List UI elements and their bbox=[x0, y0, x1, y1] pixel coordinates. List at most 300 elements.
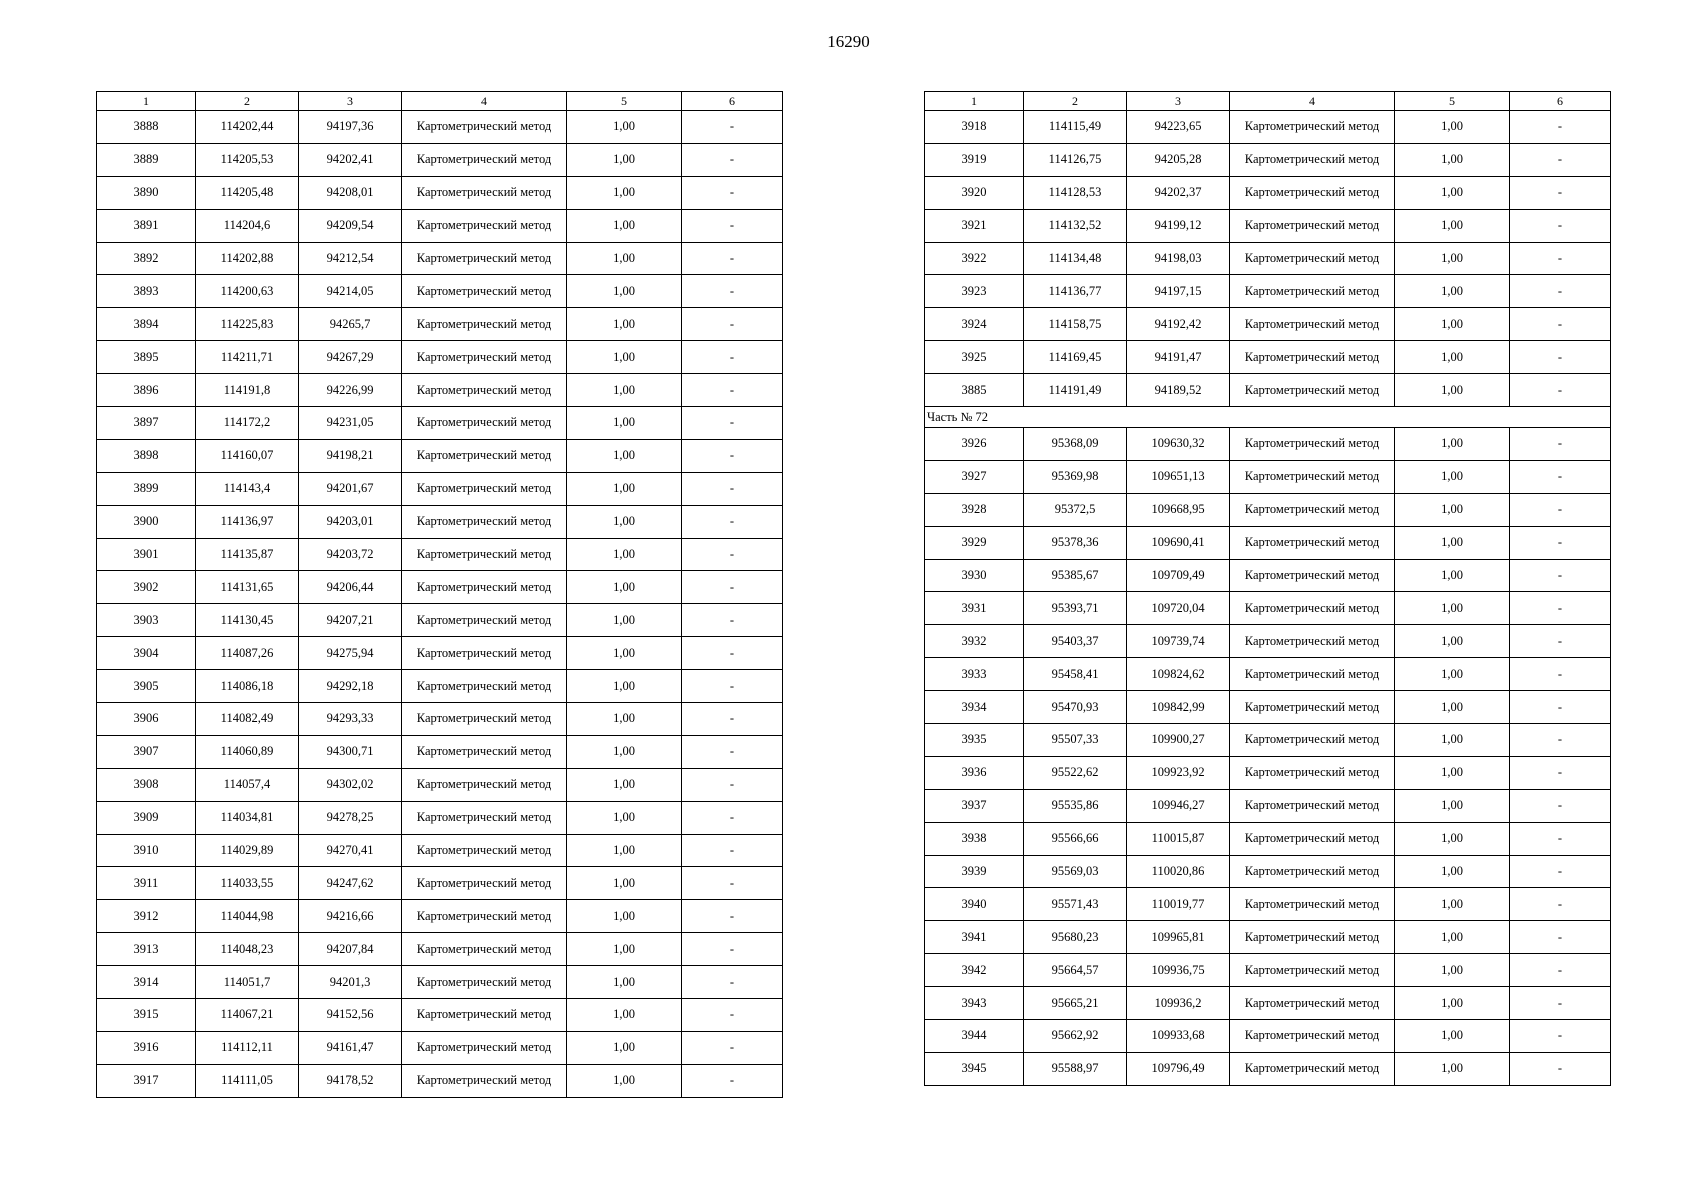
table-cell: Картометрический метод bbox=[402, 538, 567, 571]
table-cell: 94275,94 bbox=[299, 637, 402, 670]
table-cell: 1,00 bbox=[567, 176, 682, 209]
table-cell: 3912 bbox=[97, 900, 196, 933]
table-cell: Картометрический метод bbox=[402, 374, 567, 407]
table-row bbox=[97, 176, 783, 209]
table-cell: Картометрический метод bbox=[402, 341, 567, 374]
table-cell: 3889 bbox=[97, 143, 196, 176]
table-cell: 114211,71 bbox=[196, 341, 299, 374]
table-cell: Картометрический метод bbox=[1230, 888, 1395, 921]
table-row bbox=[97, 308, 783, 341]
table-row bbox=[925, 658, 1611, 691]
table-cell: 1,00 bbox=[1395, 143, 1510, 176]
table-cell: 114082,49 bbox=[196, 703, 299, 736]
table-row bbox=[97, 1064, 783, 1097]
table-cell: 3937 bbox=[925, 789, 1024, 822]
table-cell: 3885 bbox=[925, 374, 1024, 407]
table-cell: 94293,33 bbox=[299, 703, 402, 736]
table-row bbox=[97, 1031, 783, 1064]
table-cell: 94209,54 bbox=[299, 209, 402, 242]
table-row bbox=[97, 505, 783, 538]
table-cell: 114191,49 bbox=[1024, 374, 1127, 407]
table-cell: - bbox=[682, 703, 783, 736]
table-row bbox=[97, 341, 783, 374]
table-cell: - bbox=[682, 1064, 783, 1097]
table-cell: 1,00 bbox=[567, 1031, 682, 1064]
table-cell: 3903 bbox=[97, 604, 196, 637]
table-cell: 3909 bbox=[97, 801, 196, 834]
table-cell: Картометрический метод bbox=[1230, 954, 1395, 987]
table-cell: 114044,98 bbox=[196, 900, 299, 933]
table-cell: Картометрический метод bbox=[1230, 428, 1395, 461]
table-cell: - bbox=[1510, 242, 1611, 275]
table-cell: 94206,44 bbox=[299, 571, 402, 604]
table-cell: 114126,75 bbox=[1024, 143, 1127, 176]
table-cell: 109796,49 bbox=[1127, 1052, 1230, 1085]
table-cell: 1,00 bbox=[1395, 111, 1510, 144]
table-cell: 95569,03 bbox=[1024, 855, 1127, 888]
table-cell: 109630,32 bbox=[1127, 428, 1230, 461]
table-cell: 95571,43 bbox=[1024, 888, 1127, 921]
table-cell: 109936,75 bbox=[1127, 954, 1230, 987]
table-cell: 1,00 bbox=[1395, 493, 1510, 526]
table-cell: 114029,89 bbox=[196, 834, 299, 867]
table-cell: 94152,56 bbox=[299, 999, 402, 1032]
table-cell: Картометрический метод bbox=[402, 768, 567, 801]
table-cell: 95470,93 bbox=[1024, 691, 1127, 724]
table-cell: - bbox=[682, 637, 783, 670]
table-cell: Картометрический метод bbox=[1230, 526, 1395, 559]
table-cell: 3908 bbox=[97, 768, 196, 801]
table-cell: 3942 bbox=[925, 954, 1024, 987]
table-cell: Картометрический метод bbox=[1230, 143, 1395, 176]
table-cell: - bbox=[1510, 954, 1611, 987]
table-cell: 94202,37 bbox=[1127, 176, 1230, 209]
column-header: 3 bbox=[1127, 92, 1230, 111]
table-cell: Картометрический метод bbox=[1230, 176, 1395, 209]
table-cell: 114115,49 bbox=[1024, 111, 1127, 144]
table-cell: 3904 bbox=[97, 637, 196, 670]
table-row bbox=[97, 867, 783, 900]
table-body-left bbox=[97, 111, 783, 1098]
table-cell: - bbox=[682, 867, 783, 900]
table-cell: 3935 bbox=[925, 724, 1024, 757]
table-cell: Картометрический метод bbox=[1230, 308, 1395, 341]
table-cell: 3925 bbox=[925, 341, 1024, 374]
table-cell: Картометрический метод bbox=[402, 111, 567, 144]
table-cell: 1,00 bbox=[1395, 559, 1510, 592]
table-cell: Картометрический метод bbox=[1230, 559, 1395, 592]
table-cell: - bbox=[1510, 789, 1611, 822]
table-cell: 3938 bbox=[925, 822, 1024, 855]
table-cell: 94202,41 bbox=[299, 143, 402, 176]
table-cell: - bbox=[682, 1031, 783, 1064]
table-cell: 114132,52 bbox=[1024, 209, 1127, 242]
table-cell: - bbox=[1510, 724, 1611, 757]
table-cell: 114143,4 bbox=[196, 472, 299, 505]
table-cell: 3896 bbox=[97, 374, 196, 407]
table-cell: 1,00 bbox=[567, 374, 682, 407]
table-cell: 1,00 bbox=[1395, 526, 1510, 559]
table-cell: 3928 bbox=[925, 493, 1024, 526]
table-cell: 1,00 bbox=[1395, 691, 1510, 724]
part-section bbox=[925, 407, 1611, 428]
table-cell: 114136,97 bbox=[196, 505, 299, 538]
table-cell: 95372,5 bbox=[1024, 493, 1127, 526]
table-cell: 110015,87 bbox=[1127, 822, 1230, 855]
table-cell: 109739,74 bbox=[1127, 625, 1230, 658]
table-cell: 3933 bbox=[925, 658, 1024, 691]
table-cell: 3916 bbox=[97, 1031, 196, 1064]
table-cell: 3931 bbox=[925, 592, 1024, 625]
table-cell: 94212,54 bbox=[299, 242, 402, 275]
table-cell: 109668,95 bbox=[1127, 493, 1230, 526]
table-body-right bbox=[925, 111, 1611, 407]
table-cell: Картометрический метод bbox=[1230, 691, 1395, 724]
column-header: 1 bbox=[97, 92, 196, 111]
table-cell: 109965,81 bbox=[1127, 921, 1230, 954]
table-cell: 94201,3 bbox=[299, 966, 402, 999]
table-cell: - bbox=[1510, 143, 1611, 176]
table-cell: 3929 bbox=[925, 526, 1024, 559]
table-cell: Картометрический метод bbox=[402, 1031, 567, 1064]
table-cell: 114158,75 bbox=[1024, 308, 1127, 341]
table-cell: Картометрический метод bbox=[402, 637, 567, 670]
table-cell: - bbox=[1510, 460, 1611, 493]
table-cell: 1,00 bbox=[1395, 921, 1510, 954]
table-cell: 110019,77 bbox=[1127, 888, 1230, 921]
table-cell: 3892 bbox=[97, 242, 196, 275]
table-cell: 114048,23 bbox=[196, 933, 299, 966]
table-cell: 3921 bbox=[925, 209, 1024, 242]
table-row bbox=[97, 407, 783, 440]
table-cell: - bbox=[1510, 822, 1611, 855]
table-cell: 94247,62 bbox=[299, 867, 402, 900]
table-cell: 94214,05 bbox=[299, 275, 402, 308]
table-cell: 95664,57 bbox=[1024, 954, 1127, 987]
table-cell: 3899 bbox=[97, 472, 196, 505]
table-header-row bbox=[97, 92, 783, 111]
table-cell: 3923 bbox=[925, 275, 1024, 308]
table-cell: - bbox=[682, 111, 783, 144]
table-cell: 1,00 bbox=[1395, 756, 1510, 789]
table-cell: - bbox=[682, 275, 783, 308]
table-row bbox=[925, 691, 1611, 724]
table-cell: 94203,01 bbox=[299, 505, 402, 538]
table-cell: Картометрический метод bbox=[1230, 111, 1395, 144]
table-cell: 109936,2 bbox=[1127, 987, 1230, 1020]
table-row bbox=[925, 1052, 1611, 1085]
table-cell: Картометрический метод bbox=[1230, 789, 1395, 822]
table-cell: 1,00 bbox=[567, 439, 682, 472]
table-cell: 1,00 bbox=[1395, 724, 1510, 757]
table-row bbox=[925, 559, 1611, 592]
table-cell: 114205,53 bbox=[196, 143, 299, 176]
table-row bbox=[925, 209, 1611, 242]
table-cell: - bbox=[1510, 374, 1611, 407]
table-cell: 1,00 bbox=[567, 637, 682, 670]
table-cell: 3900 bbox=[97, 505, 196, 538]
table-cell: 1,00 bbox=[1395, 428, 1510, 461]
table-cell: 109900,27 bbox=[1127, 724, 1230, 757]
table-cell: Картометрический метод bbox=[1230, 658, 1395, 691]
table-cell: 3918 bbox=[925, 111, 1024, 144]
table-cell: - bbox=[682, 999, 783, 1032]
table-cell: 3943 bbox=[925, 987, 1024, 1020]
table-cell: 1,00 bbox=[567, 1064, 682, 1097]
table-row bbox=[97, 538, 783, 571]
table-row bbox=[97, 374, 783, 407]
table-cell: - bbox=[682, 341, 783, 374]
table-cell: Картометрический метод bbox=[1230, 756, 1395, 789]
table-cell: 94205,28 bbox=[1127, 143, 1230, 176]
table-cell: 114172,2 bbox=[196, 407, 299, 440]
table-row bbox=[925, 308, 1611, 341]
table-cell: 1,00 bbox=[1395, 209, 1510, 242]
coordinates-table-right bbox=[924, 91, 1611, 1086]
table-cell: 1,00 bbox=[1395, 658, 1510, 691]
table-header-row bbox=[925, 92, 1611, 111]
page-number: 16290 bbox=[827, 32, 870, 51]
table-row bbox=[925, 176, 1611, 209]
table-row bbox=[925, 374, 1611, 407]
table-body-part-72 bbox=[925, 428, 1611, 1086]
table-cell: 95588,97 bbox=[1024, 1052, 1127, 1085]
table-row bbox=[925, 242, 1611, 275]
table-cell: 95458,41 bbox=[1024, 658, 1127, 691]
table-cell: Картометрический метод bbox=[1230, 855, 1395, 888]
table-cell: 3932 bbox=[925, 625, 1024, 658]
table-cell: - bbox=[1510, 209, 1611, 242]
table-cell: 1,00 bbox=[567, 933, 682, 966]
table-cell: Картометрический метод bbox=[402, 571, 567, 604]
table-cell: 114087,26 bbox=[196, 637, 299, 670]
table-row bbox=[925, 724, 1611, 757]
table-cell: 3917 bbox=[97, 1064, 196, 1097]
table-row bbox=[97, 637, 783, 670]
table-cell: Картометрический метод bbox=[402, 703, 567, 736]
table-row bbox=[97, 571, 783, 604]
table-cell: Картометрический метод bbox=[402, 735, 567, 768]
table-cell: 3915 bbox=[97, 999, 196, 1032]
table-cell: 1,00 bbox=[1395, 855, 1510, 888]
table-cell: 3939 bbox=[925, 855, 1024, 888]
table-cell: 94198,03 bbox=[1127, 242, 1230, 275]
table-cell: Картометрический метод bbox=[402, 834, 567, 867]
table-cell: 114191,8 bbox=[196, 374, 299, 407]
table-row bbox=[97, 966, 783, 999]
table-cell: 3945 bbox=[925, 1052, 1024, 1085]
table-cell: - bbox=[1510, 526, 1611, 559]
table-cell: 1,00 bbox=[567, 867, 682, 900]
table-cell: Картометрический метод bbox=[402, 999, 567, 1032]
table-cell: 3922 bbox=[925, 242, 1024, 275]
column-header: 6 bbox=[1510, 92, 1611, 111]
table-cell: 3902 bbox=[97, 571, 196, 604]
table-cell: 3906 bbox=[97, 703, 196, 736]
table-cell: 109923,92 bbox=[1127, 756, 1230, 789]
table-cell: 114131,65 bbox=[196, 571, 299, 604]
table-cell: - bbox=[682, 801, 783, 834]
table-cell: Картометрический метод bbox=[402, 900, 567, 933]
table-cell: 3901 bbox=[97, 538, 196, 571]
part-label: Часть № 72 bbox=[925, 407, 1611, 428]
table-cell: 3920 bbox=[925, 176, 1024, 209]
table-cell: - bbox=[1510, 111, 1611, 144]
column-header: 1 bbox=[925, 92, 1024, 111]
table-cell: 95662,92 bbox=[1024, 1020, 1127, 1053]
column-header: 3 bbox=[299, 92, 402, 111]
table-cell: 114136,77 bbox=[1024, 275, 1127, 308]
table-cell: - bbox=[682, 505, 783, 538]
table-cell: - bbox=[1510, 658, 1611, 691]
table-row bbox=[97, 735, 783, 768]
table-cell: Картометрический метод bbox=[1230, 625, 1395, 658]
table-cell: 3927 bbox=[925, 460, 1024, 493]
table-cell: 1,00 bbox=[567, 505, 682, 538]
table-row bbox=[97, 999, 783, 1032]
table-cell: - bbox=[682, 604, 783, 637]
table-cell: 95403,37 bbox=[1024, 625, 1127, 658]
column-header: 2 bbox=[196, 92, 299, 111]
table-cell: 114135,87 bbox=[196, 538, 299, 571]
table-cell: 1,00 bbox=[567, 275, 682, 308]
table-cell: 1,00 bbox=[567, 407, 682, 440]
table-cell: 114128,53 bbox=[1024, 176, 1127, 209]
table-cell: 94189,52 bbox=[1127, 374, 1230, 407]
table-cell: Картометрический метод bbox=[1230, 341, 1395, 374]
table-cell: 1,00 bbox=[567, 341, 682, 374]
table-cell: 1,00 bbox=[567, 209, 682, 242]
table-cell: 1,00 bbox=[567, 604, 682, 637]
table-cell: 1,00 bbox=[1395, 625, 1510, 658]
table-cell: Картометрический метод bbox=[402, 275, 567, 308]
table-cell: 109824,62 bbox=[1127, 658, 1230, 691]
column-header: 4 bbox=[402, 92, 567, 111]
table-cell: Картометрический метод bbox=[1230, 1020, 1395, 1053]
table-cell: 1,00 bbox=[567, 999, 682, 1032]
table-cell: 95680,23 bbox=[1024, 921, 1127, 954]
table-cell: 114134,48 bbox=[1024, 242, 1127, 275]
table-cell: 114034,81 bbox=[196, 801, 299, 834]
table-cell: - bbox=[682, 472, 783, 505]
table-cell: - bbox=[682, 735, 783, 768]
table-cell: Картометрический метод bbox=[402, 670, 567, 703]
table-cell: Картометрический метод bbox=[402, 801, 567, 834]
table-cell: - bbox=[682, 571, 783, 604]
table-cell: Картометрический метод bbox=[402, 176, 567, 209]
table-cell: Картометрический метод bbox=[1230, 374, 1395, 407]
table-row bbox=[97, 209, 783, 242]
table-row bbox=[925, 987, 1611, 1020]
table-cell: - bbox=[1510, 921, 1611, 954]
table-cell: 109709,49 bbox=[1127, 559, 1230, 592]
table-cell: 3910 bbox=[97, 834, 196, 867]
table-cell: Картометрический метод bbox=[1230, 242, 1395, 275]
table-cell: 1,00 bbox=[1395, 987, 1510, 1020]
table-cell: 95378,36 bbox=[1024, 526, 1127, 559]
table-cell: 110020,86 bbox=[1127, 855, 1230, 888]
table-cell: Картометрический метод bbox=[402, 966, 567, 999]
table-cell: 109690,41 bbox=[1127, 526, 1230, 559]
table-cell: 1,00 bbox=[567, 834, 682, 867]
table-cell: Картометрический метод bbox=[402, 308, 567, 341]
table-cell: 1,00 bbox=[567, 143, 682, 176]
table-cell: 1,00 bbox=[567, 966, 682, 999]
table-row bbox=[97, 275, 783, 308]
table-cell: Картометрический метод bbox=[1230, 592, 1395, 625]
table-cell: - bbox=[1510, 855, 1611, 888]
table-cell: 3940 bbox=[925, 888, 1024, 921]
table-cell: - bbox=[682, 538, 783, 571]
table-row bbox=[925, 1020, 1611, 1053]
table-cell: 94265,7 bbox=[299, 308, 402, 341]
table-cell: 3919 bbox=[925, 143, 1024, 176]
table-cell: - bbox=[1510, 308, 1611, 341]
table-cell: Картометрический метод bbox=[402, 505, 567, 538]
table-cell: 94178,52 bbox=[299, 1064, 402, 1097]
table-cell: 1,00 bbox=[1395, 460, 1510, 493]
table-row bbox=[97, 834, 783, 867]
table-cell: 114112,11 bbox=[196, 1031, 299, 1064]
table-cell: 94199,12 bbox=[1127, 209, 1230, 242]
table-cell: - bbox=[1510, 691, 1611, 724]
table-cell: 95566,66 bbox=[1024, 822, 1127, 855]
column-header: 2 bbox=[1024, 92, 1127, 111]
table-row bbox=[97, 143, 783, 176]
table-cell: 95368,09 bbox=[1024, 428, 1127, 461]
table-cell: 95522,62 bbox=[1024, 756, 1127, 789]
table-row bbox=[97, 703, 783, 736]
table-cell: 3911 bbox=[97, 867, 196, 900]
table-cell: 1,00 bbox=[567, 768, 682, 801]
table-cell: 109946,27 bbox=[1127, 789, 1230, 822]
table-cell: 94197,15 bbox=[1127, 275, 1230, 308]
table-cell: Картометрический метод bbox=[1230, 1052, 1395, 1085]
table-cell: - bbox=[1510, 888, 1611, 921]
table-cell: - bbox=[1510, 592, 1611, 625]
table-cell: - bbox=[682, 768, 783, 801]
table-cell: 114225,83 bbox=[196, 308, 299, 341]
table-cell: 94231,05 bbox=[299, 407, 402, 440]
table-cell: - bbox=[682, 242, 783, 275]
table-cell: 109720,04 bbox=[1127, 592, 1230, 625]
table-cell: Картометрический метод bbox=[1230, 209, 1395, 242]
part-label-row bbox=[925, 407, 1611, 428]
table-cell: 114086,18 bbox=[196, 670, 299, 703]
table-cell: 3891 bbox=[97, 209, 196, 242]
table-cell: 114067,21 bbox=[196, 999, 299, 1032]
table-cell: 95385,67 bbox=[1024, 559, 1127, 592]
table-cell: 114111,05 bbox=[196, 1064, 299, 1097]
table-cell: 3888 bbox=[97, 111, 196, 144]
table-cell: Картометрический метод bbox=[402, 143, 567, 176]
table-cell: 1,00 bbox=[567, 703, 682, 736]
table-row bbox=[925, 954, 1611, 987]
table-cell: 3941 bbox=[925, 921, 1024, 954]
table-cell: 109842,99 bbox=[1127, 691, 1230, 724]
table-cell: 1,00 bbox=[1395, 592, 1510, 625]
table-row bbox=[925, 888, 1611, 921]
table-cell: - bbox=[1510, 756, 1611, 789]
table-cell: Картометрический метод bbox=[402, 604, 567, 637]
table-cell: - bbox=[682, 374, 783, 407]
table-row bbox=[925, 921, 1611, 954]
table-cell: 1,00 bbox=[1395, 1052, 1510, 1085]
table-cell: 94197,36 bbox=[299, 111, 402, 144]
table-cell: 1,00 bbox=[1395, 1020, 1510, 1053]
table-cell: 3893 bbox=[97, 275, 196, 308]
table-cell: 114202,44 bbox=[196, 111, 299, 144]
